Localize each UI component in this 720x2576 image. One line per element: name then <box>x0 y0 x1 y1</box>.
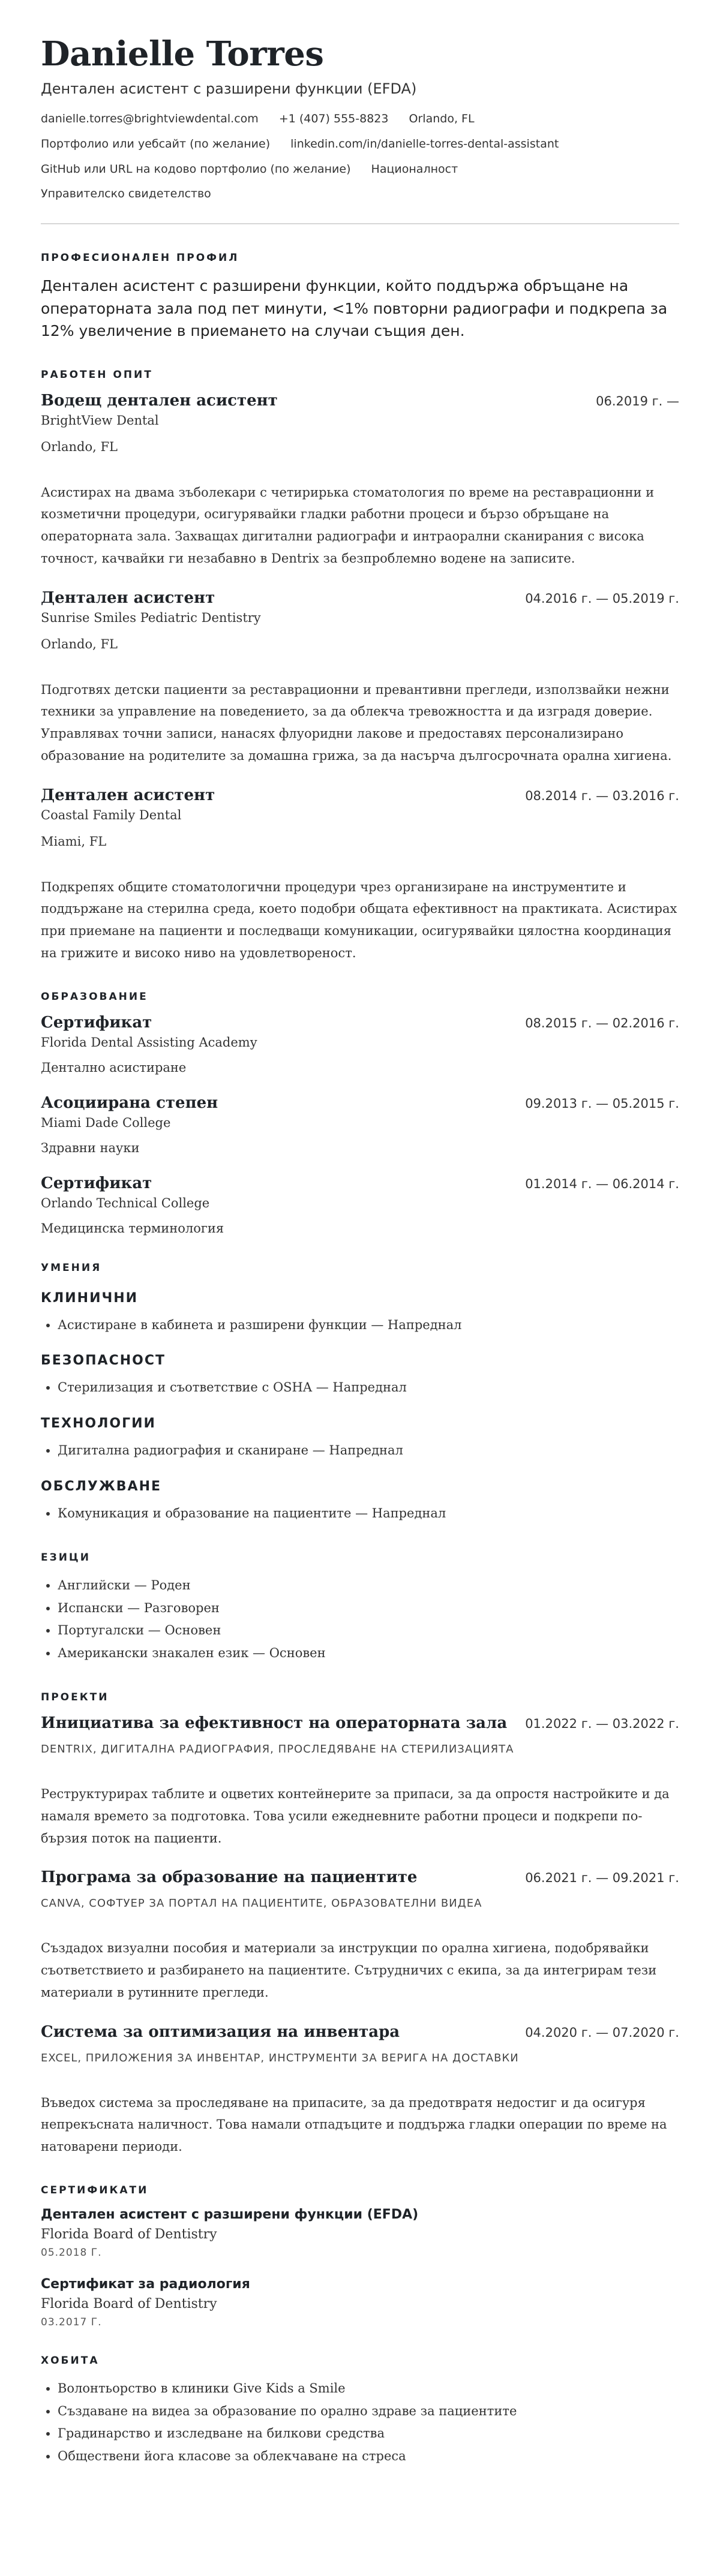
contact-row <box>41 112 679 127</box>
experience-entry <box>41 589 679 767</box>
certificate-date: 03.2017 Г. <box>41 2316 102 2328</box>
school-name: Florida Dental Assisting Academy <box>41 1035 257 1050</box>
date-range: 01.2022 г. — 03.2022 г. <box>525 1717 679 1732</box>
experience-entry <box>41 392 679 570</box>
date-range: 06.2021 г. — 09.2021 г. <box>525 1871 679 1886</box>
date-range: 09.2013 г. — 05.2015 г. <box>525 1096 679 1111</box>
education-section <box>41 991 679 1236</box>
languages-section <box>41 1552 679 1665</box>
hobby-item: • Волонтьорство в клиники Give Kids a Smile <box>58 2377 679 2400</box>
job-title: Дентален асистент с разширени функции (EFDA) <box>41 80 417 98</box>
date-range: 08.2015 г. — 02.2016 г. <box>525 1015 679 1030</box>
job-description: Асистирах на двама зъболекари с четирирька стоматология по време на реставрационни и козметични процедури, осигурявайки гладки работни процеси и бързо обръщане на операторната зала. Захващах дигитални радиографи и интраорални сканирания с висока точност, качвайки ги незабавно в Dentrix за безпроблемно водене на записите. <box>41 485 655 566</box>
skill-item: • Стерилизация и съответствие с OSHA — Напреднал <box>58 1376 679 1399</box>
date-range: 06.2019 г. — <box>596 393 679 408</box>
section-heading: УМЕНИЯ <box>41 1261 102 1274</box>
section-heading: ОБРАЗОВАНИЕ <box>41 990 148 1003</box>
section-heading: СЕРТИФИКАТИ <box>41 2184 149 2196</box>
certificate-issuer: Florida Board of Dentistry <box>41 2296 217 2312</box>
project-tags: EXCEL, ПРИЛОЖЕНИЯ ЗА ИНВЕНТАР, ИНСТРУМЕНТИ ЗА ВЕРИГА НА ДОСТАВКИ <box>41 2051 519 2064</box>
company-name: BrightView Dental <box>41 413 159 428</box>
header-divider <box>41 223 679 224</box>
field-of-study: Здравни науки <box>41 1140 140 1155</box>
hobby-item: • Обществени йога класове за облекчаване на стреса <box>58 2445 679 2468</box>
project-entry <box>41 2023 679 2158</box>
job-description: Подкрепях общите стоматологични процедури чрез организиране на инструментите и поддържане на стерилна среда, което подобри общата ефективност на практиката. Асистирах при приемане на пациенти и последващи комуникации, осигурявайки цялостна координация на грижите и високо ниво на удовлетвореност. <box>41 879 677 960</box>
skill-item: • Комуникация и образование на пациентите — Напреднал <box>58 1502 679 1525</box>
job-location: Orlando, FL <box>41 636 118 651</box>
section-heading: ЕЗИЦИ <box>41 1551 91 1564</box>
candidate-name: Danielle Torres <box>41 34 324 74</box>
field-of-study: Медицинска терминология <box>41 1221 224 1236</box>
skill-category: КЛИНИЧНИ <box>41 1290 139 1306</box>
location-text: Orlando, FL <box>409 112 475 126</box>
summary-text: Дентален асистент с разширени функции, който поддържа обръщане на операторната зала под пет минути, <1% повторни радиографи и подкрепа за 12% увеличение в приемането на случаи същия ден. <box>41 277 668 340</box>
hobby-item: • Създаване на видеа за образование по орално здраве за пациентите <box>58 2400 679 2423</box>
language-item: • Американски знакален език — Основен <box>58 1642 679 1665</box>
project-tags: CANVA, СОФТУЕР ЗА ПОРТАЛ НА ПАЦИЕНТИТЕ, ОБРАЗОВАТЕЛНИ ВИДЕА <box>41 1897 482 1910</box>
project-description: Реструктурирах таблите и оцветих контейнерите за припаси, за да опростя настройките и да намаля времето за подготовка. Това усили ежедневните работни процеси и подкрепи по-бързия поток на пациенти. <box>41 1787 670 1845</box>
education-entry <box>41 1014 679 1075</box>
degree-name: Сертификат <box>41 1174 152 1192</box>
project-title: Система за оптимизация на инвентара <box>41 2022 400 2041</box>
project-title: Програма за образование на пациентите <box>41 1868 418 1887</box>
experience-entry <box>41 786 679 964</box>
certificate-entry <box>41 2207 679 2259</box>
skill-category: ОБСЛУЖВАНЕ <box>41 1479 162 1495</box>
certificate-date: 05.2018 Г. <box>41 2246 102 2259</box>
school-name: Miami Dade College <box>41 1115 171 1130</box>
job-title: Водещ дентален асистент <box>41 391 278 410</box>
nationality-text: Националност <box>371 162 458 176</box>
certificate-entry <box>41 2277 679 2328</box>
date-range: 08.2014 г. — 03.2016 г. <box>525 788 679 803</box>
license-text: Управителско свидетелство <box>41 187 211 201</box>
language-item: • Английски — Роден <box>58 1574 679 1597</box>
field-of-study: Дентално асистиране <box>41 1060 187 1075</box>
portfolio-link[interactable]: Портфолио или уебсайт (по желание) <box>41 137 271 151</box>
contact-row <box>41 137 679 152</box>
language-item: • Португалски — Основен <box>58 1619 679 1642</box>
hobby-item: • Градинарство и изследване на билкови средства <box>58 2422 679 2445</box>
github-link[interactable]: GitHub или URL на кодово портфолио (по желание) <box>41 162 351 176</box>
job-location: Miami, FL <box>41 834 107 849</box>
project-title: Инициатива за ефективност на операторната зала <box>41 1714 508 1733</box>
job-location: Orlando, FL <box>41 439 118 454</box>
project-tags: DENTRIX, ДИГИТАЛНА РАДИОГРАФИЯ, ПРОСЛЕДЯВАНЕ НА СТЕРИЛИЗАЦИЯТА <box>41 1743 514 1756</box>
certificate-issuer: Florida Board of Dentistry <box>41 2226 217 2242</box>
project-description: Въведох система за проследяване на припасите, за да предотвратя недостиг и да осигуря непрекъсната наличност. Това намали отпадъците и поддържа гладки операции по време на натоварени периоди. <box>41 2095 667 2154</box>
project-description: Създадох визуални пособия и материали за инструкции по орална хигиена, подобрявайки съответствието и разбирането на пациентите. Сътрудничих с екипа, за да интегрирам тези материали в рутинните прегледи. <box>41 1941 657 2000</box>
date-range: 01.2014 г. — 06.2014 г. <box>525 1176 679 1191</box>
date-range: 04.2020 г. — 07.2020 г. <box>525 2025 679 2040</box>
job-title: Дентален асистент <box>41 786 215 804</box>
experience-section <box>41 369 679 964</box>
certificates-section <box>41 2184 679 2328</box>
degree-name: Сертификат <box>41 1013 152 1032</box>
education-entry <box>41 1174 679 1236</box>
section-heading: ПРОЕКТИ <box>41 1691 109 1704</box>
company-name: Sunrise Smiles Pediatric Dentistry <box>41 610 261 625</box>
section-heading: ХОБИТА <box>41 2354 100 2367</box>
contact-row <box>41 162 679 177</box>
summary-section <box>41 252 679 342</box>
degree-name: Асоциирана степен <box>41 1093 218 1112</box>
section-heading: РАБОТЕН ОПИТ <box>41 368 153 381</box>
skills-section <box>41 1262 679 1525</box>
language-item: • Испански — Разговорен <box>58 1597 679 1620</box>
email-link[interactable]: danielle.torres@brightviewdental.com <box>41 112 259 126</box>
date-range: 04.2016 г. — 05.2019 г. <box>525 591 679 606</box>
education-entry <box>41 1094 679 1155</box>
job-title: Дентален асистент <box>41 588 215 607</box>
skill-category: БЕЗОПАСНОСТ <box>41 1353 166 1369</box>
project-entry <box>41 1714 679 1849</box>
project-entry <box>41 1868 679 2003</box>
section-heading: ПРОФЕСИОНАЛЕН ПРОФИЛ <box>41 252 239 264</box>
projects-section <box>41 1691 679 2158</box>
job-description: Подготвях детски пациенти за реставрационни и превантивни прегледи, използвайки нежни техники за управление на поведението, за да облекча тревожността и да изградя доверие. Управлявах точни записи, нанасях флуоридни лакове и предоставях персонализирано образование на родителите за домашна грижа, за да насърча дългосрочната орална хигиена. <box>41 682 672 763</box>
school-name: Orlando Technical College <box>41 1195 210 1210</box>
skill-item: • Дигитална радиография и сканиране — Напреднал <box>58 1439 679 1462</box>
skill-item: • Асистиране в кабинета и разширени функции — Напреднал <box>58 1314 679 1337</box>
certificate-name: Дентален асистент с разширени функции (EFDA) <box>41 2207 419 2222</box>
phone-link[interactable]: +1 (407) 555-8823 <box>278 112 389 126</box>
certificate-name: Сертификат за радиология <box>41 2276 250 2292</box>
hobbies-section <box>41 2355 679 2468</box>
contact-row <box>41 187 679 202</box>
skill-category: ТЕХНОЛОГИИ <box>41 1416 156 1432</box>
linkedin-link[interactable]: linkedin.com/in/danielle-torres-dental-assistant <box>290 137 559 151</box>
company-name: Coastal Family Dental <box>41 807 182 822</box>
